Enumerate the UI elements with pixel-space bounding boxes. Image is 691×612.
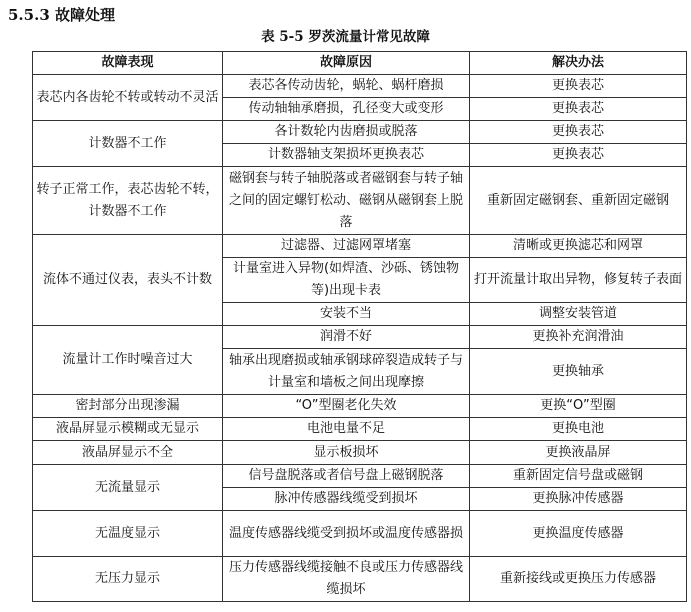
- table-row: [33, 557, 687, 602]
- solution-cell: 调整安装管道: [470, 303, 687, 326]
- cause-cell: 磁钢套与转子轴脱落或者磁钢套与转子轴之间的固定螺钉松动、磁钢从磁钢套上脱落: [223, 167, 470, 235]
- cause-cell: 计量室进入异物(如焊渣、沙砾、锈蚀物等)出现卡表: [223, 258, 470, 303]
- solution-cell: 重新接线或更换压力传感器: [470, 557, 687, 602]
- solution-cell: 打开流量计取出异物，修复转子表面: [470, 258, 687, 303]
- cause-cell: 传动轴轴承磨损，孔径变大或变形: [223, 98, 470, 121]
- cause-cell: “O”型圈老化失效: [223, 395, 470, 418]
- solution-cell: 更换表芯: [470, 98, 687, 121]
- solution-cell: 更换补充润滑油: [470, 326, 687, 349]
- solution-cell: 更换表芯: [470, 121, 687, 144]
- symptom-cell: 转子正常工作，表芯齿轮不转，计数器不工作: [33, 167, 223, 235]
- cause-cell: 显示板损坏: [223, 441, 470, 465]
- symptom-cell: 表芯内各齿轮不转或转动不灵活: [33, 75, 223, 121]
- symptom-cell: 密封部分出现渗漏: [33, 395, 223, 418]
- table-row: [33, 441, 687, 465]
- symptom-cell: 无压力显示: [33, 557, 223, 602]
- solution-cell: 重新固定磁钢套、重新固定磁钢: [470, 167, 687, 235]
- solution-cell: 更换轴承: [470, 349, 687, 395]
- table-row: [33, 418, 687, 441]
- table-row: [33, 511, 687, 557]
- table-row: [33, 235, 687, 258]
- solution-cell: 更换脉冲传感器: [470, 488, 687, 511]
- symptom-cell: 无温度显示: [33, 511, 223, 557]
- header-solution: 解决办法: [470, 52, 687, 75]
- fault-table: [32, 51, 687, 602]
- cause-cell: 信号盘脱落或者信号盘上磁钢脱落: [223, 465, 470, 488]
- cause-cell: 过滤器、过滤网罩堵塞: [223, 235, 470, 258]
- header-symptom: 故障表现: [33, 52, 223, 75]
- cause-cell: 温度传感器线缆受到损坏或温度传感器损: [223, 511, 470, 557]
- solution-cell: 更换温度传感器: [470, 511, 687, 557]
- solution-cell: 更换“O”型圈: [470, 395, 687, 418]
- cause-cell: 计数器轴支架损坏更换表芯: [223, 144, 470, 167]
- table-row: [33, 167, 687, 235]
- cause-cell: 脉冲传感器线缆受到损坏: [223, 488, 470, 511]
- solution-cell: 重新固定信号盘或磁钢: [470, 465, 687, 488]
- cause-cell: 安装不当: [223, 303, 470, 326]
- table-row: [33, 326, 687, 349]
- cause-cell: 润滑不好: [223, 326, 470, 349]
- table-caption: 表 5-5 罗茨流量计常见故障: [261, 29, 430, 45]
- table-row: [33, 75, 687, 98]
- symptom-cell: 流量计工作时噪音过大: [33, 326, 223, 395]
- cause-cell: 各计数轮内齿磨损或脱落: [223, 121, 470, 144]
- table-row: [33, 121, 687, 144]
- symptom-cell: 液晶屏显示不全: [33, 441, 223, 465]
- solution-cell: 更换表芯: [470, 144, 687, 167]
- section-title: 5.5.3 故障处理: [8, 6, 115, 24]
- symptom-cell: 计数器不工作: [33, 121, 223, 167]
- solution-cell: 清晰或更换滤芯和网罩: [470, 235, 687, 258]
- table-row: [33, 465, 687, 488]
- solution-cell: 更换表芯: [470, 75, 687, 98]
- symptom-cell: 液晶屏显示模糊或无显示: [33, 418, 223, 441]
- cause-cell: 压力传感器线缆接触不良或压力传感器线缆损坏: [223, 557, 470, 602]
- cause-cell: 轴承出现磨损或轴承钢球碎裂造成转子与计量室和墙板之间出现摩擦: [223, 349, 470, 395]
- table-header-row: [33, 52, 687, 75]
- solution-cell: 更换电池: [470, 418, 687, 441]
- symptom-cell: 流体不通过仪表，表头不计数: [33, 235, 223, 326]
- header-cause: 故障原因: [223, 52, 470, 75]
- table-row: [33, 395, 687, 418]
- cause-cell: 电池电量不足: [223, 418, 470, 441]
- solution-cell: 更换液晶屏: [470, 441, 687, 465]
- symptom-cell: 无流量显示: [33, 465, 223, 511]
- cause-cell: 表芯各传动齿轮，蜗轮、蜗杆磨损: [223, 75, 470, 98]
